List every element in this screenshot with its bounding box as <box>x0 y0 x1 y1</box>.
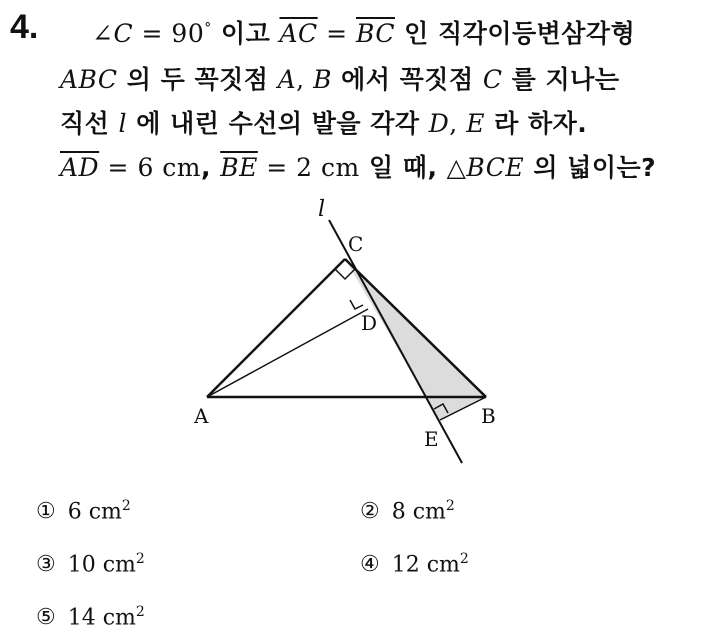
choice-2[interactable]: ② 8 $cm^2$ <box>360 498 455 525</box>
question-line-2: ABC 의 두 꼭짓점 A, B 에서 꼭짓점 C 를 지나는 <box>60 65 620 94</box>
label-c: C <box>348 232 364 256</box>
label-b: B <box>481 404 496 428</box>
label-d: D <box>361 311 378 335</box>
right-angle-mark-d <box>350 300 363 309</box>
segment-ad <box>207 309 368 397</box>
label-e: E <box>424 427 439 451</box>
label-a: A <box>194 404 209 428</box>
question-line-3: 직선 l 에 내린 수선의 발을 각각 D, E 라 하자. <box>60 109 588 138</box>
choice-5[interactable]: ⑤ 14 $cm^2$ <box>36 604 145 631</box>
choice-3[interactable]: ③ 10 $cm^2$ <box>36 551 145 578</box>
choice-4[interactable]: ④ 12 $cm^2$ <box>360 551 469 578</box>
line-l <box>329 220 462 463</box>
question-line-1: ∠C = 90° 이고 $\overline{AC} = \overline{BC}$ 인 직각이등변삼각형 <box>92 19 636 48</box>
question-line-4: $\overline{AD} = 6$ cm, $\overline{BE} = 2$ cm 일 때, △BCE 의 넓이는? <box>60 153 657 182</box>
question-number: 4. <box>10 8 39 46</box>
choice-1[interactable]: ① 6 $cm^2$ <box>36 498 131 525</box>
segment-ac <box>207 259 345 397</box>
label-l: l <box>318 197 326 222</box>
